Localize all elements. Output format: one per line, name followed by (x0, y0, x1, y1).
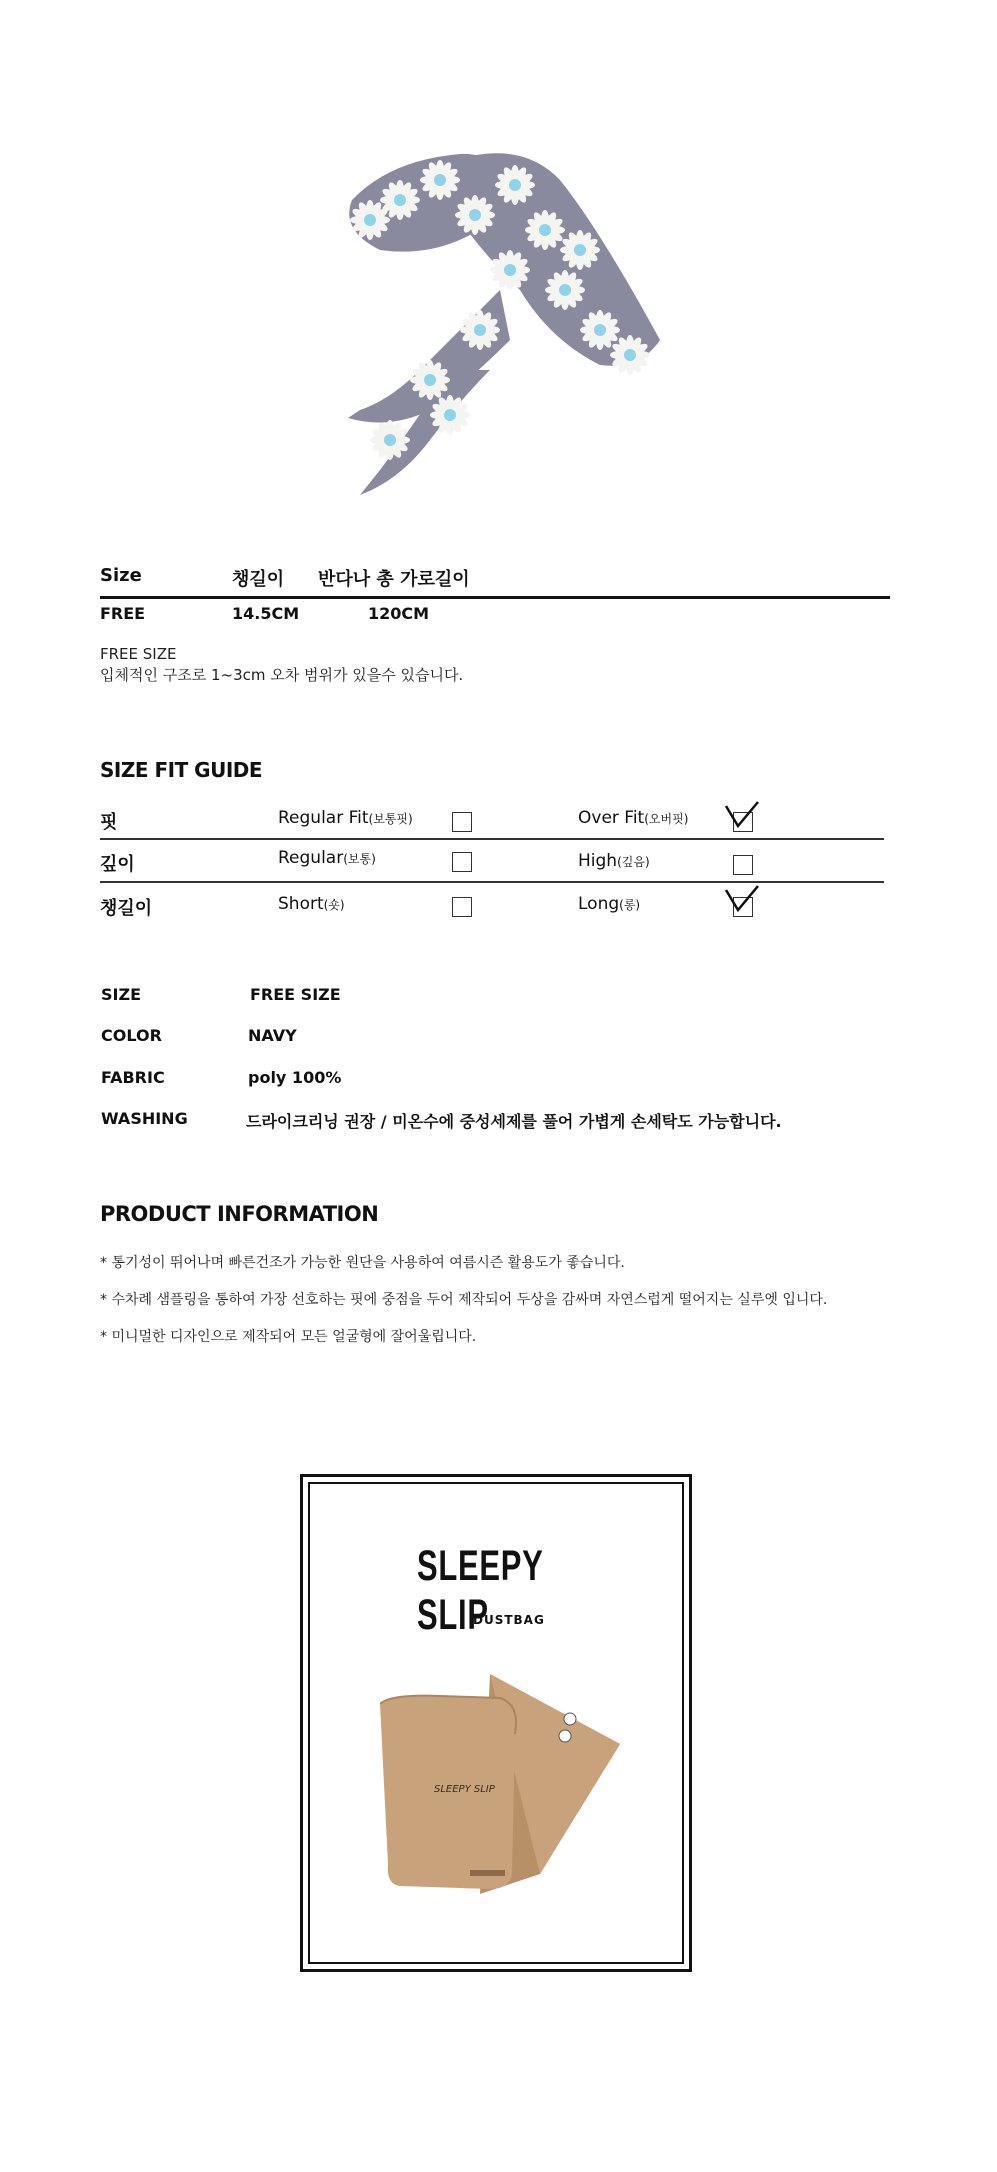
fit-guide-title: SIZE FIT GUIDE (100, 758, 263, 782)
fit-row-divider (100, 838, 884, 840)
dustbag-inner-border (308, 1482, 684, 1964)
size-note-text: 입체적인 구조로 1~3cm 오차 범위가 있을수 있습니다. (100, 666, 464, 684)
fit-row-label: 핏 (100, 812, 118, 833)
fit-regular-checkbox[interactable] (452, 812, 472, 832)
check-mark-icon (724, 800, 760, 830)
brim-length-value: 14.5CM (232, 604, 300, 623)
depth-row-label: 깊이 (100, 854, 135, 875)
product-info-item: * 통기성이 뛰어나며 빠른건조가 가능한 원단을 사용하여 여름시즌 활용도가 좋습니다. (100, 1255, 625, 1271)
bandana-width-value: 120CM (368, 604, 430, 623)
brim-short-checkbox[interactable] (452, 897, 472, 917)
spec-size-value: FREE SIZE (250, 985, 341, 1004)
product-info-title: PRODUCT INFORMATION (100, 1202, 379, 1226)
brim-option-long: Long(롱) (578, 894, 641, 914)
bandana-width-header: 반다나 총 가로길이 (318, 569, 470, 590)
product-info-item: * 미니멀한 디자인으로 제작되어 모든 얼굴형에 잘어울립니다. (100, 1329, 477, 1345)
depth-regular-checkbox[interactable] (452, 852, 472, 872)
depth-high-checkbox[interactable] (733, 855, 753, 875)
spec-color-value: NAVY (248, 1026, 297, 1045)
product-image (300, 140, 700, 500)
dustbag-panel (300, 1474, 692, 1972)
size-table-divider (100, 596, 890, 599)
brim-option-short: Short(숏) (278, 894, 345, 914)
brim-length-header: 챙길이 (232, 569, 285, 590)
spec-fabric-key: FABRIC (101, 1068, 165, 1087)
spec-washing-value: 드라이크리닝 권장 / 미온수에 중성세제를 풀어 가볍게 손세탁도 가능합니다. (246, 1112, 782, 1131)
brand-logo-text: SLEEPY SLIP (417, 1542, 543, 1639)
check-mark-icon (724, 884, 760, 914)
product-info-item: * 수차례 샘플링을 통하여 가장 선호하는 핏에 중점을 두어 제작되어 두상을 감싸며 자연스럽게 떨어지는 실루엣 입니다. (100, 1292, 828, 1308)
depth-option-regular: Regular(보통) (278, 848, 376, 868)
depth-row-divider (100, 881, 884, 883)
dustbag-illustration (380, 1664, 630, 1904)
size-value: FREE (100, 604, 146, 623)
dustbag-label: DUSTBAG (473, 1613, 545, 1627)
fit-option-over: Over Fit(오버핏) (578, 808, 689, 828)
spec-fabric-value: poly 100% (248, 1068, 342, 1087)
spec-color-key: COLOR (101, 1026, 162, 1045)
size-note-title: FREE SIZE (100, 645, 177, 663)
brim-row-label: 챙길이 (100, 898, 153, 919)
depth-option-high: High(깊음) (578, 851, 650, 871)
bag-print-text: SLEEPY SLIP (434, 1784, 495, 1795)
size-header: Size (100, 565, 142, 586)
spec-size-key: SIZE (101, 985, 142, 1004)
spec-washing-key: WASHING (101, 1109, 188, 1128)
fit-option-regular: Regular Fit(보통핏) (278, 808, 413, 828)
